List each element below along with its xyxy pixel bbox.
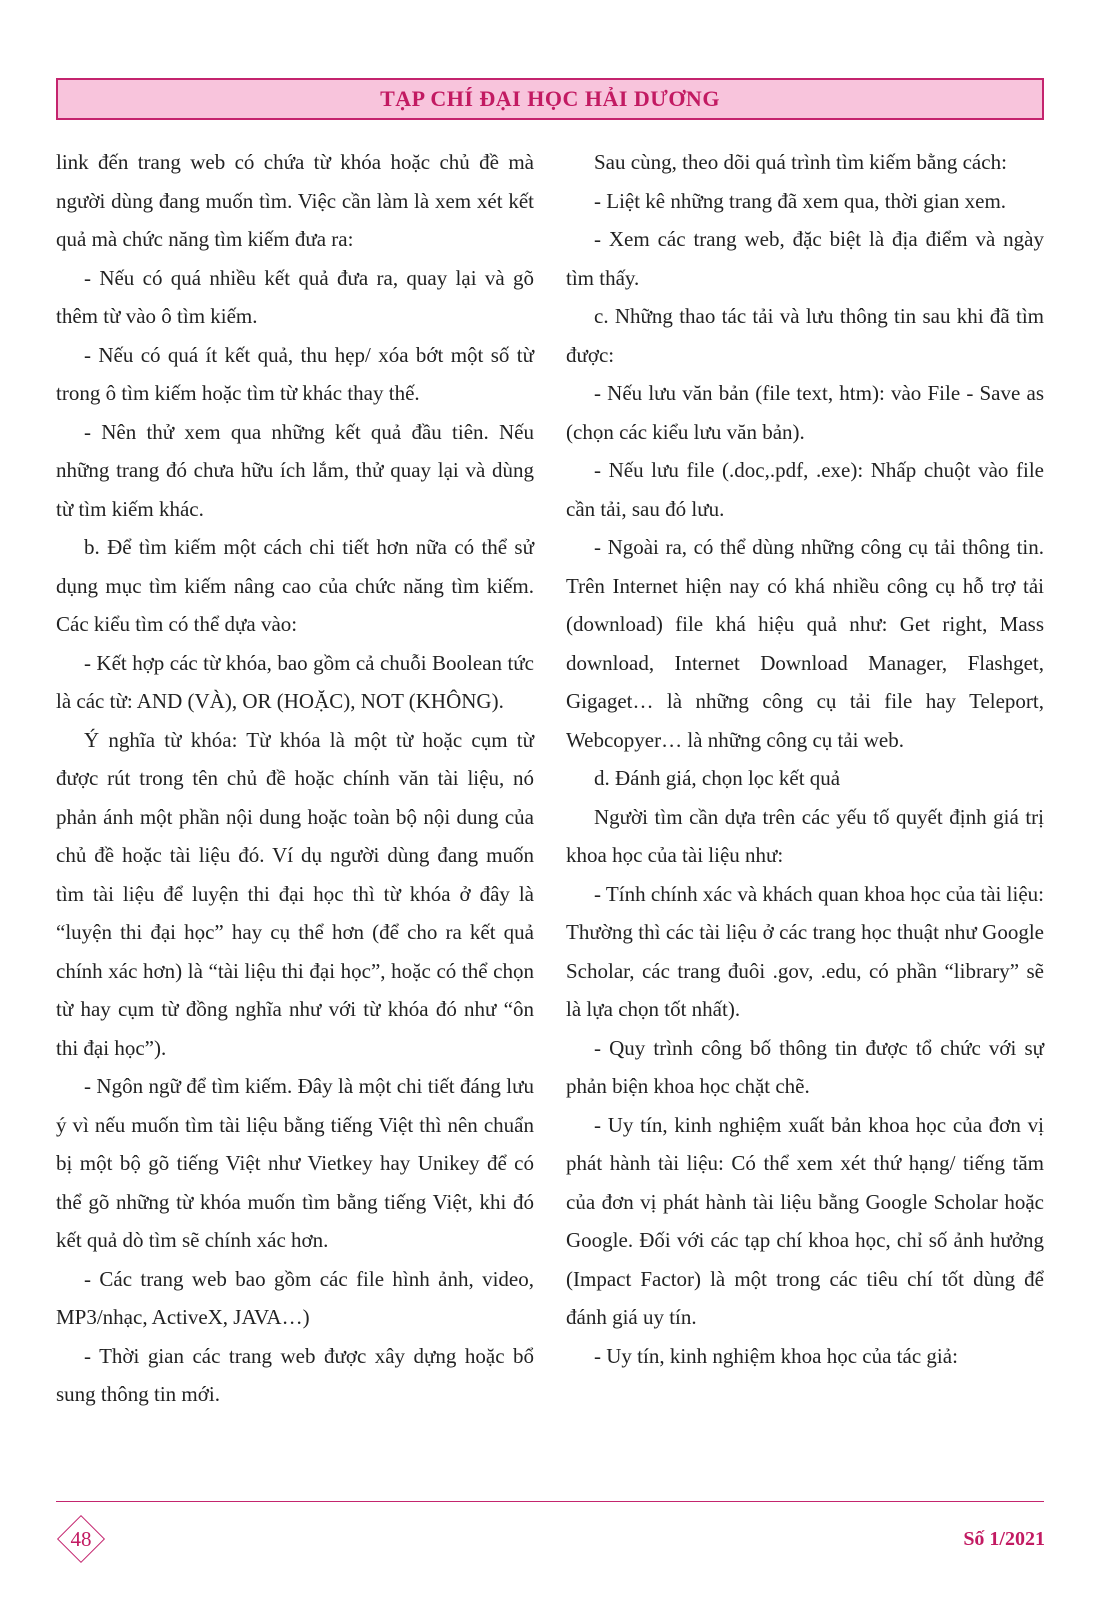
paragraph: - Nếu có quá ít kết quả, thu hẹp/ xóa bớt một số từ trong ô tìm kiếm hoặc tìm từ khác thay thế. [56, 342, 534, 405]
right-column [566, 143, 1044, 1375]
paragraph: - Các trang web bao gồm các file hình ảnh, video, MP3/nhạc, ActiveX, JAVA…) [56, 1266, 534, 1329]
paragraph: - Uy tín, kinh nghiệm khoa học của tác giả: [594, 1343, 958, 1368]
paragraph: - Liệt kê những trang đã xem qua, thời gian xem. [594, 188, 1007, 213]
paragraph: - Nếu lưu văn bản (file text, htm): vào File - Save as (chọn các kiểu lưu văn bản). [566, 381, 1044, 444]
paragraph: Người tìm cần dựa trên các yếu tố quyết định giá trị khoa học của tài liệu như: [566, 804, 1044, 867]
paragraph: - Uy tín, kinh nghiệm xuất bản khoa học của đơn vị phát hành tài liệu: Có thể xem xét thứ hạng/ tiếng tăm của đơn vị phát hành tài liệu bằng Google Scholar hoặc Google. Đối với các tạp chí khoa học, chỉ số ảnh hưởng (Impact Factor) là một trong các tiêu chí tốt dùng để đánh giá uy tín. [566, 1112, 1044, 1329]
paragraph: - Ngoài ra, có thể dùng những công cụ tải thông tin. Trên Internet hiện nay có khá nhiều công cụ hỗ trợ tải (download) file khá hiệu quả như: Get right, Mass download, Internet Download Manager, Flashget, Gigaget… là những công cụ tải file hay Teleport, Webcopyer… là những công cụ tải web. [566, 535, 1044, 752]
paragraph: - Kết hợp các từ khóa, bao gồm cả chuỗi Boolean tức là các từ: AND (VÀ), OR (HOẶC), NOT (KHÔNG). [56, 650, 534, 713]
page-number-badge [56, 1514, 106, 1564]
left-column [56, 143, 534, 1414]
journal-title: TẠP CHÍ ĐẠI HỌC HẢI DƯƠNG [380, 86, 720, 111]
paragraph: Ý nghĩa từ khóa: Từ khóa là một từ hoặc cụm từ được rút trong tên chủ đề hoặc chính văn tài liệu, nó phản ánh một phần nội dung hoặc toàn bộ nội dung của chủ đề hoặc tài liệu đó. Ví dụ người dùng đang muốn tìm tài liệu để luyện thi đại học thì từ khóa ở đây là “luyện thi đại học” hay cụ thể hơn (để cho ra kết quả chính xác hơn) là “tài liệu thi đại học”, hoặc có thể chọn từ hay cụm từ đồng nghĩa như với từ khóa đó như “ôn thi đại học”). [56, 727, 534, 1060]
paragraph: - Nên thử xem qua những kết quả đầu tiên. Nếu những trang đó chưa hữu ích lắm, thử quay lại và dùng từ tìm kiếm khác. [56, 419, 534, 521]
paragraph: - Nếu có quá nhiều kết quả đưa ra, quay lại và gõ thêm từ vào ô tìm kiếm. [56, 265, 534, 328]
paragraph: d. Đánh giá, chọn lọc kết quả [594, 766, 841, 790]
paragraph: link đến trang web có chứa từ khóa hoặc chủ đề mà người dùng đang muốn tìm. Việc cần làm là xem xét kết quả mà chức năng tìm kiếm đưa ra: [56, 150, 534, 251]
paragraph: - Ngôn ngữ để tìm kiếm. Đây là một chi tiết đáng lưu ý vì nếu muốn tìm tài liệu bằng tiếng Việt thì nên chuẩn bị một bộ gõ tiếng Việt như Vietkey hay Unikey để có thể gõ những từ khóa muốn tìm bằng tiếng Việt, khi đó kết quả dò tìm sẽ chính xác hơn. [56, 1074, 534, 1252]
issue-label: Số 1/2021 [963, 1528, 1045, 1550]
paragraph: - Xem các trang web, đặc biệt là địa điểm và ngày tìm thấy. [566, 227, 1044, 290]
paragraph: b. Để tìm kiếm một cách chi tiết hơn nữa có thể sử dụng mục tìm kiếm nâng cao của chức năng tìm kiếm. Các kiểu tìm có thể dựa vào: [56, 535, 534, 636]
page-number: 48 [70, 1526, 92, 1551]
paragraph: Sau cùng, theo dõi quá trình tìm kiếm bằng cách: [594, 150, 1007, 174]
paragraph: - Quy trình công bố thông tin được tổ chức với sự phản biện khoa học chặt chẽ. [566, 1035, 1044, 1098]
paragraph: - Thời gian các trang web được xây dựng hoặc bổ sung thông tin mới. [56, 1343, 534, 1406]
paragraph: - Nếu lưu file (.doc,.pdf, .exe): Nhấp chuột vào file cần tải, sau đó lưu. [566, 458, 1044, 521]
paragraph: - Tính chính xác và khách quan khoa học của tài liệu: Thường thì các tài liệu ở các trang học thuật như Google Scholar, các trang đuôi .gov, .edu, có phần “library” sẽ là lựa chọn tốt nhất). [566, 881, 1044, 1021]
paragraph: c. Những thao tác tải và lưu thông tin sau khi đã tìm được: [566, 304, 1044, 367]
journal-header [56, 78, 1044, 120]
footer-divider [56, 1501, 1044, 1502]
